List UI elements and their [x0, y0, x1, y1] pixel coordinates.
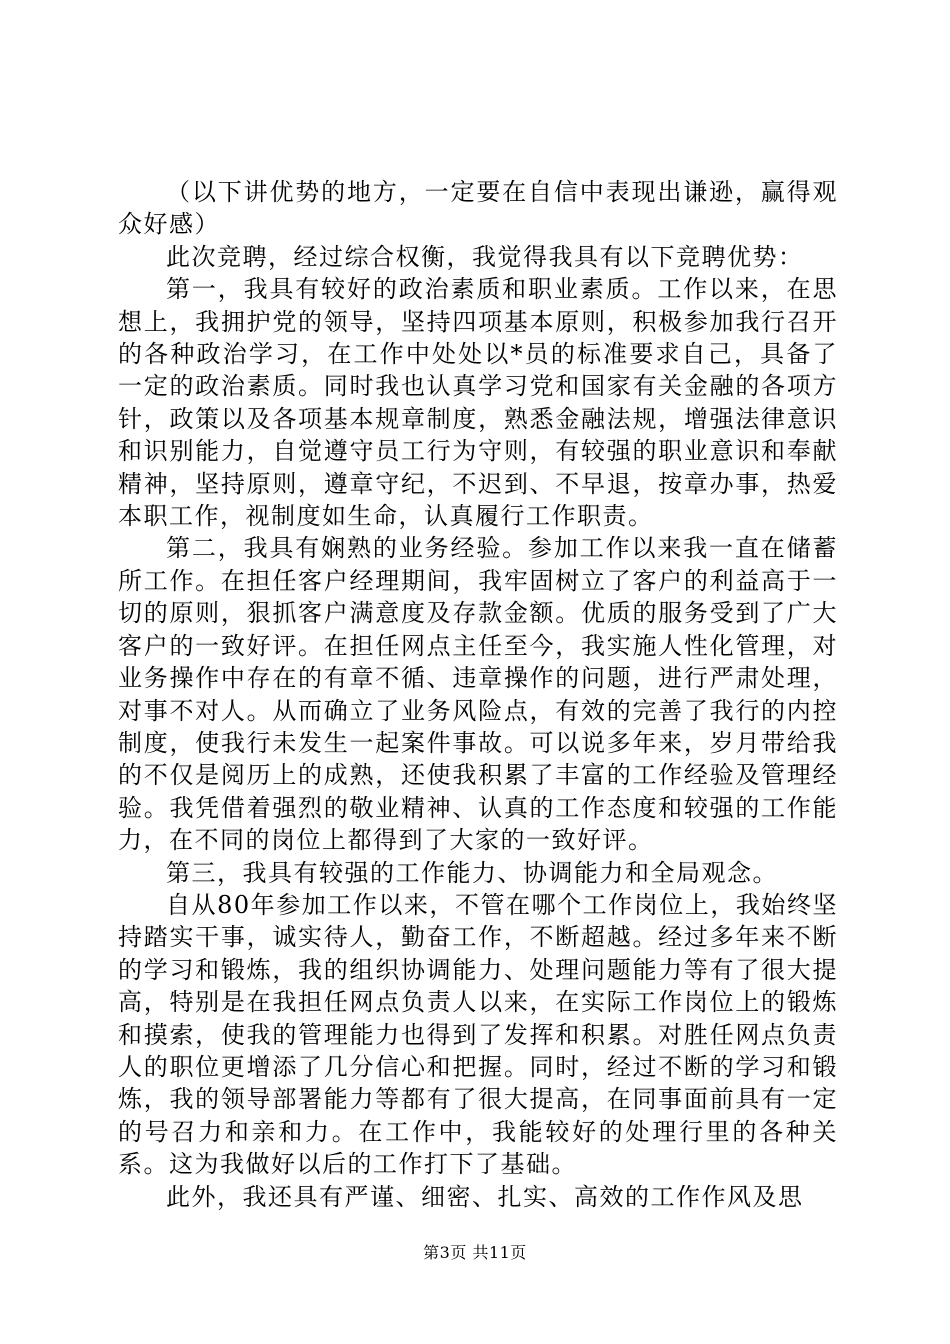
document-body — [118, 176, 838, 1213]
paragraph-first-advantage: 第一，我具有较好的政治素质和职业素质。工作以来，在思想上，我拥护党的领导，坚持四项基本原则，积极参加我行召开的各种政治学习，在工作中处处以*员的标准要求自己，具备了一定的政治素质。同时我也认真学习党和国家有关金融的各项方针，政策以及各项基本规章制度，熟悉金融法规，增强法律意识和识别能力，自觉遵守员工行为守则，有较强的职业意识和奉献精神，坚持原则，遵章守纪，不迟到、不早退，按章办事，热爱本职工作，视制度如生命，认真履行工作职责。 — [118, 275, 838, 531]
paragraph-third-advantage-heading: 第三，我具有较强的工作能力、协调能力和全局观念。 — [166, 858, 778, 887]
paragraph-additional: 此外，我还具有严谨、细密、扎实、高效的工作作风及思 — [166, 1182, 804, 1211]
paragraph-note: （以下讲优势的地方，一定要在自信中表现出谦逊，赢得观众好感） — [118, 178, 838, 239]
paragraph-second-advantage: 第二，我具有娴熟的业务经验。参加工作以来我一直在储蓄所工作。在担任客户经理期间，我牢固树立了客户的利益高于一切的原则，狠抓客户满意度及存款金额。优质的服务受到了广大客户的一致好评。在担任网点主任至今，我实施人性化管理，对业务操作中存在的有章不循、违章操作的问题，进行严肃处理，对事不对人。从而确立了业务风险点，有效的完善了我行的内控制度，使我行未发生一起案件事故。可以说多年来，岁月带给我的不仅是阅历上的成熟，还使我积累了丰富的工作经验及管理经验。我凭借着强烈的敬业精神、认真的工作态度和较强的工作能力，在不同的岗位上都得到了大家的一致好评。 — [118, 534, 838, 855]
paragraph-intro: 此次竞聘，经过综合权衡，我觉得我具有以下竞聘优势： — [166, 242, 804, 271]
page-number-footer: 第3页 共11页 — [423, 1243, 527, 1262]
paragraph-third-advantage-body: 自从80年参加工作以来，不管在哪个工作岗位上，我始终坚持踏实干事，诚实待人，勤奋工作，不断超越。经过多年来不断的学习和锻炼，我的组织协调能力、处理问题能力等有了很大提高，特别是在我担任网点负责人以来，在实际工作岗位上的锻炼和摸索，使我的管理能力也得到了发挥和积累。对胜任网点负责人的职位更增添了几分信心和把握。同时，经过不断的学习和锻炼，我的领导部署能力等都有了很大提高，在同事面前具有一定的号召力和亲和力。在工作中，我能较好的处理行里的各种关系。这为我做好以后的工作打下了基础。 — [118, 890, 838, 1179]
